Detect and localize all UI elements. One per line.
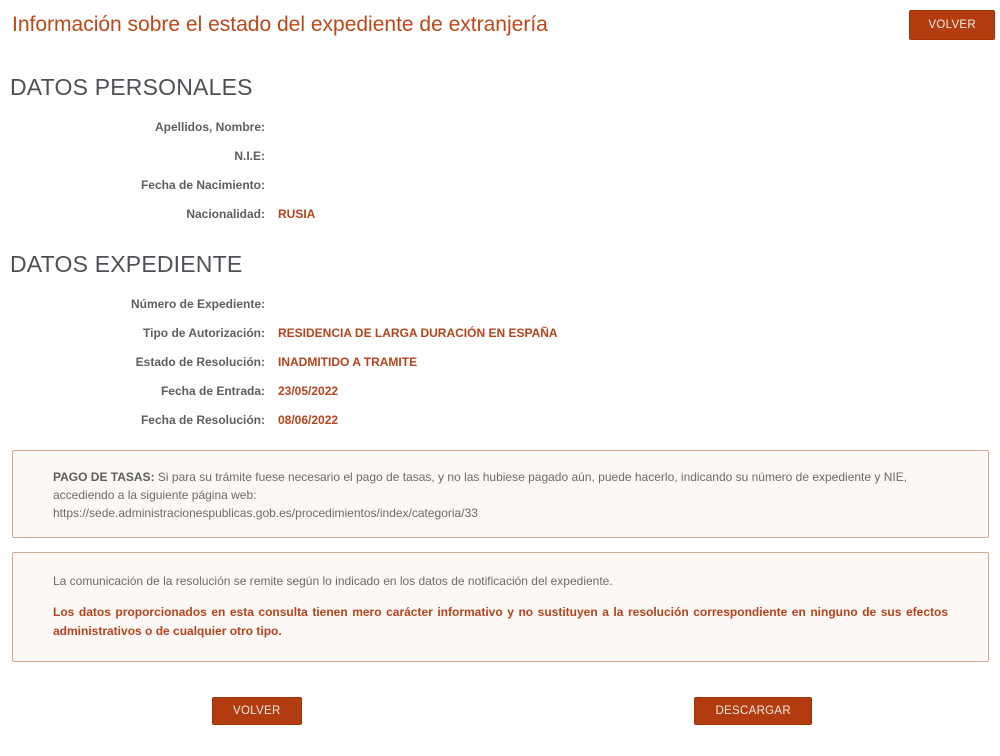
datos-expediente-section — [0, 298, 1000, 426]
footer-actions — [0, 697, 1000, 725]
volver-top-button[interactable]: VOLVER — [909, 10, 995, 40]
fecha-entrada-label: Fecha de Entrada: — [160, 384, 265, 398]
pago-de-tasas-box — [12, 450, 989, 538]
field-row-nie — [0, 150, 1000, 162]
fecha-resolucion-value: 08/06/2022 — [278, 413, 339, 427]
field-row-numero-expediente — [0, 298, 1000, 310]
field-row-fecha-entrada — [0, 385, 1000, 397]
nie-label: N.I.E: — [234, 149, 265, 163]
notice-line-comunicacion: La comunicación de la resolución se remite según lo indicado en los datos de notificación del expediente. — [53, 574, 613, 588]
estado-resolucion-value: INADMITIDO A TRAMITE — [278, 355, 418, 369]
pago-de-tasas-url: https://sede.administracionespublicas.gob.es/procedimientos/index/categoria/33 — [53, 506, 478, 520]
field-row-estado-resolucion — [0, 356, 1000, 368]
field-row-fecha-nacimiento — [0, 179, 1000, 191]
page-header — [0, 0, 1000, 40]
nacionalidad-label: Nacionalidad: — [186, 207, 265, 221]
datos-expediente-heading: DATOS EXPEDIENTE — [10, 251, 243, 277]
volver-bottom-button[interactable]: VOLVER — [212, 697, 302, 725]
tipo-autorizacion-value: RESIDENCIA DE LARGA DURACIÓN EN ESPAÑA — [278, 326, 558, 340]
fecha-entrada-value: 23/05/2022 — [278, 384, 339, 398]
pago-de-tasas-text: Si para su trámite fuese necesario el pago de tasas, y no las hubiese pagado aún, puede hacerlo, indicando su número de expediente y NIE, accediendo a la siguiente página web: — [53, 470, 908, 502]
field-row-nacionalidad — [0, 208, 1000, 220]
fecha-nacimiento-label: Fecha de Nacimiento: — [140, 178, 265, 192]
datos-personales-heading: DATOS PERSONALES — [10, 74, 253, 100]
field-row-tipo-autorizacion — [0, 327, 1000, 339]
tipo-autorizacion-label: Tipo de Autorización: — [143, 326, 265, 340]
apellidos-label: Apellidos, Nombre: — [154, 120, 265, 134]
page-title: Información sobre el estado del expediente de extranjería — [12, 13, 548, 36]
datos-personales-section — [0, 121, 1000, 220]
nacionalidad-value: RUSIA — [278, 207, 316, 221]
pago-de-tasas-lead: PAGO DE TASAS: — [53, 470, 155, 484]
field-row-fecha-resolucion — [0, 414, 1000, 426]
numero-expediente-label: Número de Expediente: — [130, 297, 265, 311]
notice-box — [12, 552, 989, 662]
field-row-apellidos — [0, 121, 1000, 133]
estado-resolucion-label: Estado de Resolución: — [135, 355, 265, 369]
notice-line-informativo: Los datos proporcionados en esta consulta tienen mero carácter informativo y no sustituyen a la resolución correspondiente en ninguno de sus efectos administrativos o de cualquier otro tipo. — [53, 605, 948, 638]
fecha-resolucion-label: Fecha de Resolución: — [140, 413, 265, 427]
descargar-button[interactable]: DESCARGAR — [694, 697, 812, 725]
